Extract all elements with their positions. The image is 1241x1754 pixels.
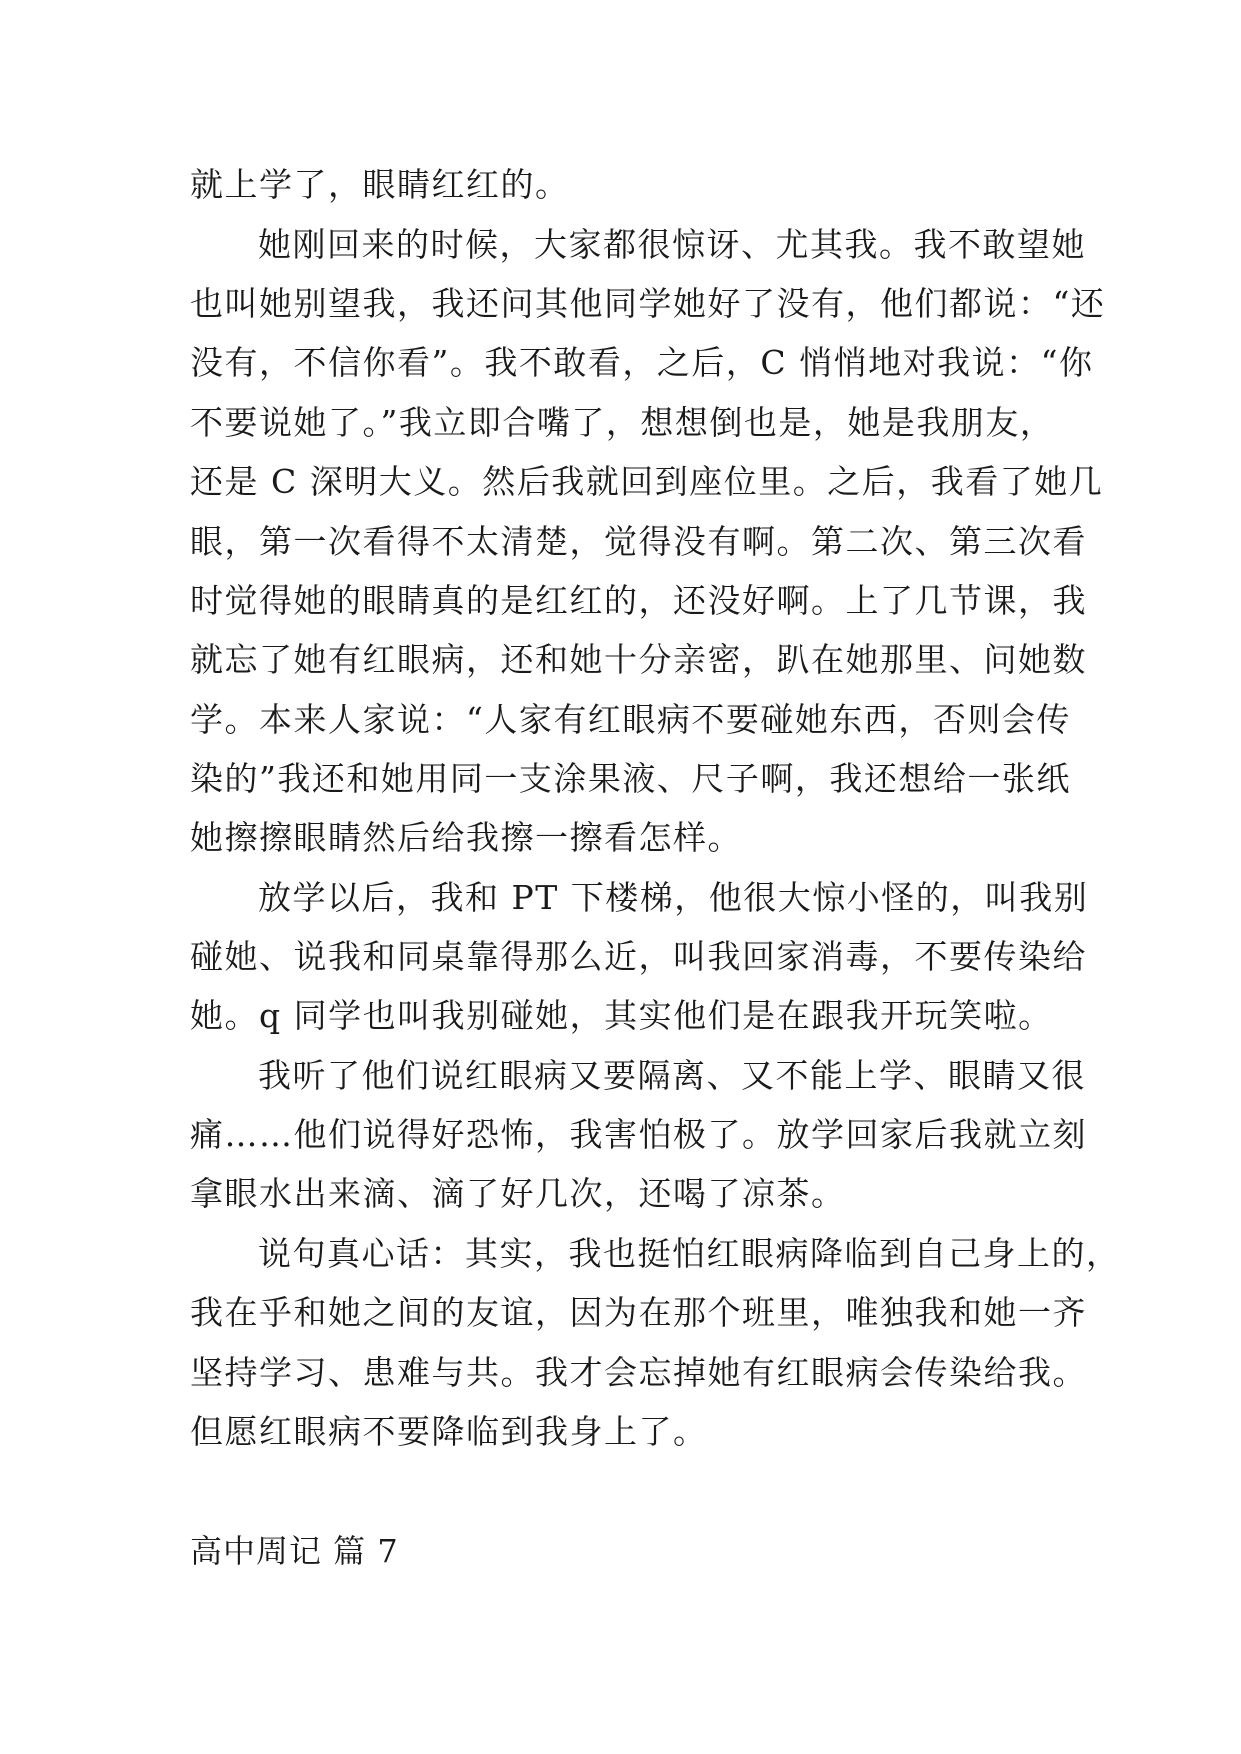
- text-line: 坚持学习、患难与共。我才会忘掉她有红眼病会传染给我。: [190, 1353, 1087, 1392]
- text-line: 不要说她了。”我立即合嘴了，想想倒也是，她是我朋友，: [190, 403, 1055, 442]
- paragraph-first-line: 她刚回来的时候，大家都很惊讶、尤其我。我不敢望她: [258, 225, 1086, 264]
- paragraph-first-line: 说句真心话：其实，我也挺怕红眼病降临到自己身上的，: [258, 1234, 1121, 1273]
- text-line: 也叫她别望我，我还问其他同学她好了没有，他们都说：“还: [190, 284, 1106, 323]
- text-line: 没有，不信你看”。我不敢看，之后，C 悄悄地对我说：“你: [190, 343, 1094, 382]
- text-line: 还是 C 深明大义。然后我就回到座位里。之后，我看了她几: [190, 462, 1104, 501]
- paragraph-first-line: 放学以后，我和 PT 下楼梯，他很大惊小怪的，叫我别: [258, 878, 1089, 917]
- text-line: 就忘了她有红眼病，还和她十分亲密，趴在她那里、问她数: [190, 640, 1087, 679]
- section-heading: 高中周记 篇 7: [190, 1532, 399, 1570]
- text-line: 我在乎和她之间的友谊，因为在那个班里，唯独我和她一齐: [190, 1293, 1087, 1332]
- text-line: 眼，第一次看得不太清楚，觉得没有啊。第二次、第三次看: [190, 522, 1087, 561]
- text-line: 拿眼水出来滴、滴了好几次，还喝了凉茶。: [190, 1174, 846, 1213]
- text-line: 时觉得她的眼睛真的是红红的，还没好啊。上了几节课，我: [190, 581, 1087, 620]
- text-line: 就上学了，眼睛红红的。: [190, 165, 570, 204]
- text-line: 染的”我还和她用同一支涂果液、尺子啊，我还想给一张纸: [190, 759, 1071, 798]
- text-line: 但愿红眼病不要降临到我身上了。: [190, 1412, 708, 1451]
- text-line: 她擦擦眼睛然后给我擦一擦看怎样。: [190, 818, 742, 857]
- text-line: 她。q 同学也叫我别碰她，其实他们是在跟我开玩笑啦。: [190, 996, 1053, 1035]
- text-line: 痛……他们说得好恐怖，我害怕极了。放学回家后我就立刻: [190, 1115, 1087, 1154]
- paragraph-first-line: 我听了他们说红眼病又要隔离、又不能上学、眼睛又很: [258, 1056, 1086, 1095]
- text-line: 学。本来人家说：“人家有红眼病不要碰她东西，否则会传: [190, 700, 1071, 739]
- text-line: 碰她、说我和同桌靠得那么近，叫我回家消毒，不要传染给: [190, 937, 1087, 976]
